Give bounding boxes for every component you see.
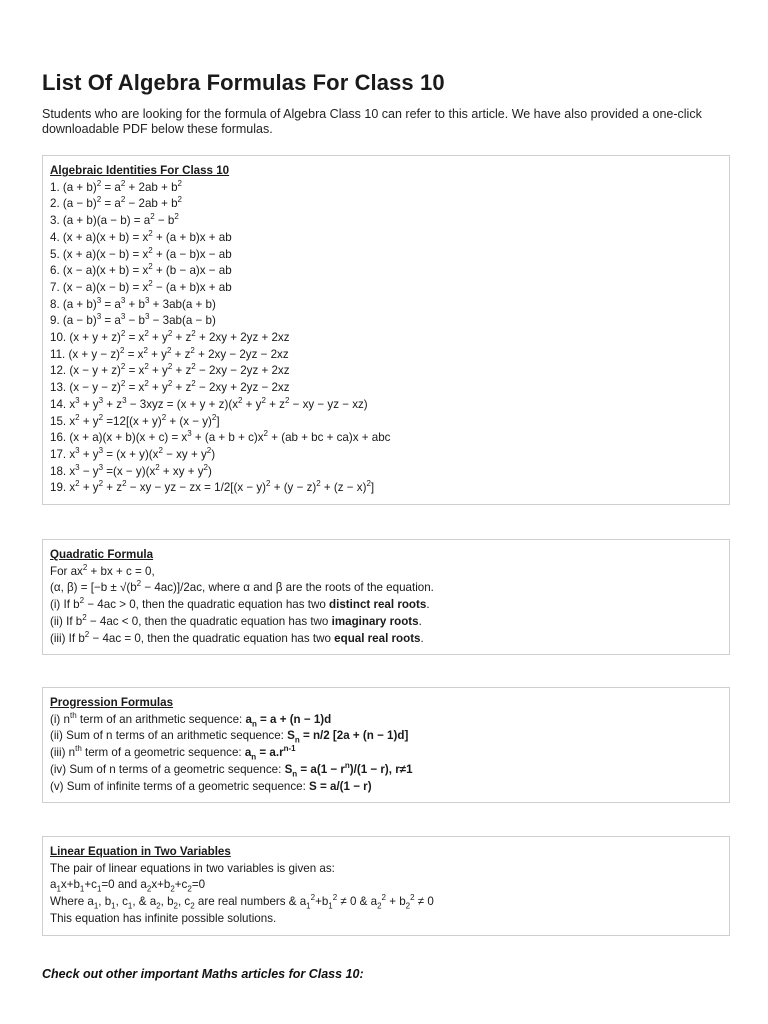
formula-line: 13. $(x - y - z)^2 = x^2 + y^2 + z^2 - 2xy + 2yz - 2xz$ bbox=[50, 379, 290, 395]
section-heading: Quadratic Formula bbox=[50, 548, 154, 561]
linear-equation-box bbox=[42, 836, 730, 936]
formula-line: 15. $x^2 + y^2 =12[(x + y)^2 + (x - y)^2]$ bbox=[50, 412, 220, 428]
formula-line: (α, $\beta) = [-b \pm √(b^2 - 4ac)]/2ac$, where α and β are the roots of the equation. bbox=[50, 579, 434, 595]
page-title: List Of Algebra Formulas For Class 10 bbox=[42, 70, 445, 95]
formula-line: 8. $(a + b)^3 = a^3 + b^3 + 3ab(a + b)$ bbox=[50, 295, 216, 311]
formula-line: (v) Sum of infinite terms of a geometric sequence: S = a/(1 − r) bbox=[50, 779, 372, 793]
formula-line: (iii) $n^{th}$ term of a geometric sequence: $a_n = a.r^{n-1}$ bbox=[50, 744, 296, 762]
formula-line: For $ax^2$ + bx + c = 0, bbox=[50, 562, 155, 578]
formula-line: 6. $(x - a)(x + b) = x^2 + (b - a)x$ − ab bbox=[50, 262, 232, 278]
formula-line: This equation has infinite possible solutions. bbox=[50, 911, 277, 925]
formula-line: 16. $(x + a)(x + b)(x + c) = x^3 + (a + b + c)x^2 + (ab$ + bc + ca)x + abc bbox=[50, 429, 391, 445]
section-heading: Algebraic Identities For Class 10 bbox=[50, 164, 230, 177]
section-heading: Linear Equation in Two Variables bbox=[50, 845, 231, 858]
formula-line: (i) $n^{th}$ term of an arithmetic sequence: $a_n = a + (n - 1)d$ bbox=[50, 710, 332, 729]
formula-line: (iii) If $b^2 - 4ac = 0$, then the quadratic equation has two equal real roots. bbox=[50, 629, 424, 645]
formula-list bbox=[50, 180, 722, 497]
formula-line: $a_1x+b_1+c_1=0$ and $a_2x+b_2+c_2=0$ bbox=[50, 878, 206, 894]
formula-line: 18. $x^3 - y^3 =(x - y)(x^2$ + xy + $y^2$) bbox=[50, 462, 212, 478]
formula-line: 2. $(a - b)^2 = a^2 - 2ab + b^2$ bbox=[50, 195, 182, 211]
section-heading: Progression Formulas bbox=[50, 696, 174, 709]
algebraic-identities-box bbox=[42, 155, 730, 505]
formula-line: 3. $(a + b)(a - b) = a^2 - b^2$ bbox=[50, 212, 179, 228]
formula-line: The pair of linear equations in two variables is given as: bbox=[50, 861, 335, 875]
formula-line: 17. $x^3 + y^3 = (x + y)(x^2$ − xy + $y^2$) bbox=[50, 446, 216, 461]
formula-line: 12. $(x - y + z)^2 = x^2 + y^2 + z^2 - 2xy - 2yz + 2xz$ bbox=[50, 362, 290, 378]
formula-line: (iv) Sum of n terms of a geometric sequence: $S_n = a(1 - r^n)/(1 - r)$, r≠1 bbox=[50, 760, 413, 779]
intro-paragraph: Students who are looking for the formula of Algebra Class 10 can refer to this article. We have also provided a one-click downloadable PDF below these formulas. bbox=[42, 107, 702, 136]
formula-line: 9. $(a - b)^3 = a^3 - b^3 - 3ab(a - b)$ bbox=[50, 312, 216, 328]
formula-list bbox=[50, 564, 722, 648]
formula-line: 1. $(a + b)^2 = a^2 + 2ab + b^2$ bbox=[50, 178, 182, 194]
formula-line: (ii) If $b^2 - 4ac < 0$, then the quadratic equation has two imaginary roots. bbox=[50, 612, 422, 628]
quadratic-formula-box bbox=[42, 539, 730, 655]
formula-line: 10. $(x + y + z)^2 = x^2 + y^2 + z^2 + 2xy + 2yz + 2xz$ bbox=[50, 329, 290, 345]
formula-line: (i) If $b^2 - 4ac > 0$, then the quadratic equation has two distinct real roots. bbox=[50, 596, 430, 612]
formula-line: Where $a_1$, $b_1$, $c_1$, & $a_2$, $b_2$, $c_2$ are real numbers & $a_1^2+b_1^2 \ne 0$ & $a_2^2 + b_2^2 \ne 0$ bbox=[50, 893, 434, 911]
formula-line: 7. $(x - a)(x - b) = x^2 - (a + b)x$ + ab bbox=[50, 279, 232, 294]
formula-line: 11. $(x + y - z)^2 = x^2 + y^2 + z^2 + 2xy - 2yz - 2xz$ bbox=[50, 345, 289, 361]
formula-line: (ii) Sum of n terms of an arithmetic sequence: $S_n = n/2$ [2a + (n − 1)d] bbox=[50, 729, 409, 745]
formula-line: 4. $(x + a)(x + b) = x^2 + (a + b)x$ + ab bbox=[50, 228, 232, 244]
formula-line: 19. $x^2 + y^2 + z^2$ − xy − yz − zx = $1/2[(x - y)^2 + (y - z)^2 + (z - x)^2]$ bbox=[50, 479, 375, 495]
formula-list bbox=[50, 861, 722, 928]
formula-list bbox=[50, 712, 722, 796]
progression-formulas-box bbox=[42, 687, 730, 803]
formula-line: 5. $(x + a)(x - b) = x^2 + (a - b)x$ − ab bbox=[50, 245, 232, 261]
formula-line: 14. $x^3 + y^3 + z^3 - 3xyz = (x + y + z)(x^2 + y^2 + z^2$ − xy − yz − xz) bbox=[50, 395, 368, 411]
related-articles-heading: Check out other important Maths articles for Class 10: bbox=[42, 967, 364, 981]
